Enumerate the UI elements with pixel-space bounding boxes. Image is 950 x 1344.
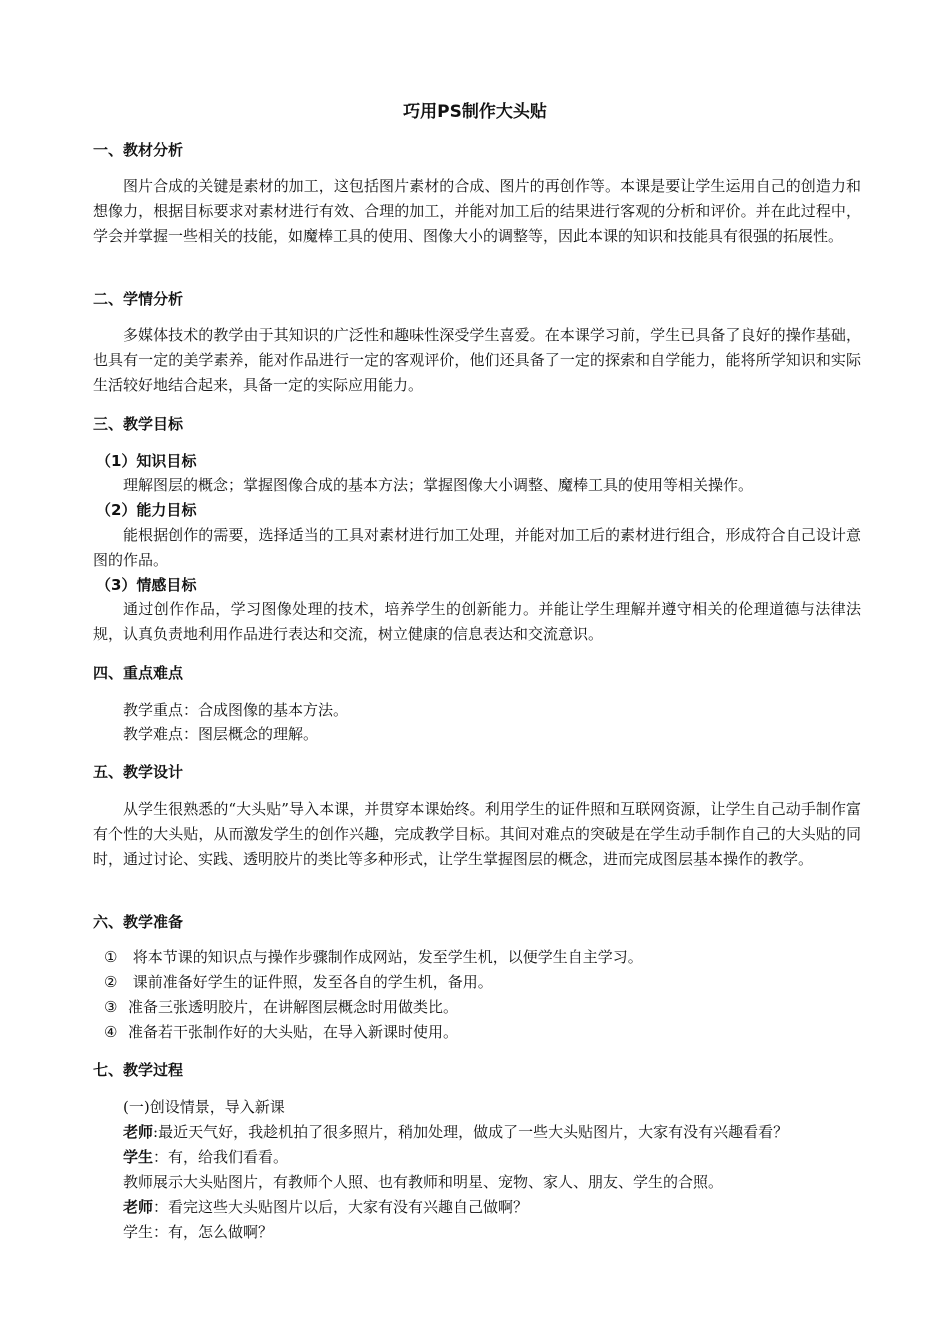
section-heading-teaching-goals: 三、教学目标 <box>93 415 184 433</box>
list-number: ① <box>104 948 118 966</box>
list-item <box>104 995 864 1020</box>
dialogue-text: ：有，给我们看看。 <box>153 1148 289 1166</box>
section-heading-textbook-analysis: 一、教材分析 <box>93 141 184 159</box>
list-number: ④ <box>104 1023 118 1041</box>
subheading-ability-goal: （2）能力目标 <box>96 501 197 519</box>
difficult-point-line: 教学难点：图层概念的理解。 <box>123 725 319 743</box>
section-heading-teaching-design: 五、教学设计 <box>93 763 184 781</box>
dialogue-text: ：看完这些大头贴图片以后，大家有没有兴趣自己做啊？ <box>153 1198 529 1216</box>
speaker-label: 老师 <box>123 1198 154 1216</box>
list-item-text: 课前准备好学生的证件照，发至各自的学生机，备用。 <box>128 973 493 991</box>
subheading-emotion-goal: （3）情感目标 <box>96 576 197 594</box>
list-number: ② <box>104 973 118 991</box>
dialogue-line <box>123 1120 863 1145</box>
dialogue-text: :最近天气好，我趁机拍了很多照片，稍加处理，做成了一些大头贴图片，大家有没有兴趣看看？ <box>153 1123 789 1141</box>
section-heading-key-points: 四、重点难点 <box>93 664 184 682</box>
section-heading-teaching-preparation: 六、教学准备 <box>93 913 184 931</box>
speaker-label: 学生 <box>123 1148 154 1166</box>
dialogue-line <box>123 1195 863 1220</box>
dialogue-line <box>123 1145 863 1170</box>
list-item-text: 准备若干张制作好的大头贴，在导入新课时使用。 <box>128 1023 459 1041</box>
emotion-goal-text: 通过创作作品，学习图像处理的技术，培养学生的创新能力。并能让学生理解并遵守相关的伦理道德与法律法规，认真负责地利用作品进行表达和交流，树立健康的信息表达和交流意识。 <box>93 600 861 643</box>
ability-goal-text: 能根据创作的需要，选择适当的工具对素材进行加工处理，并能对加工后的素材进行组合，形成符合自己设计意图的作品。 <box>93 526 861 569</box>
section-heading-student-analysis: 二、学情分析 <box>93 290 184 308</box>
subheading-knowledge-goal: （1）知识目标 <box>96 452 197 470</box>
key-point-line: 教学重点：合成图像的基本方法。 <box>123 701 349 719</box>
list-item-text: 准备三张透明胶片，在讲解图层概念时用做类比。 <box>128 998 459 1016</box>
textbook-analysis-paragraph: 图片合成的关键是素材的加工，这包括图片素材的合成、图片的再创作等。本课是要让学生运用自己的创造力和想像力，根据目标要求对素材进行有效、合理的加工，并能对加工后的结果进行客观的分析和评价。并在此过程中，学会并掌握一些相关的技能，如魔棒工具的使用、图像大小的调整等，因此本课的知识和技能具有很强的拓展性。 <box>93 177 861 245</box>
list-item <box>104 1020 864 1045</box>
process-step-title: (一)创设情景，导入新课 <box>123 1098 285 1116</box>
list-item-text: 将本节课的知识点与操作步骤制作成网站，发至学生机，以便学生自主学习。 <box>128 948 643 966</box>
speaker-label: 老师 <box>123 1123 154 1141</box>
narration-line: 教师展示大头贴图片，有教师个人照、也有教师和明星、宠物、家人、朋友、学生的合照。 <box>123 1173 724 1191</box>
knowledge-goal-text: 理解图层的概念；掌握图像合成的基本方法；掌握图像大小调整、魔棒工具的使用等相关操作。 <box>123 476 754 494</box>
section-heading-teaching-process: 七、教学过程 <box>93 1061 184 1079</box>
list-item <box>104 945 864 970</box>
student-analysis-paragraph: 多媒体技术的教学由于其知识的广泛性和趣味性深受学生喜爱。在本课学习前，学生已具备了良好的操作基础，也具有一定的美学素养，能对作品进行一定的客观评价，他们还具备了一定的探索和自学能力，能将所学知识和实际生活较好地结合起来，具备一定的实际应用能力。 <box>93 326 861 394</box>
document-title: 巧用PS制作大头贴 <box>403 102 547 122</box>
teaching-design-paragraph: 从学生很熟悉的“大头贴”导入本课，并贯穿本课始终。利用学生的证件照和互联网资源，让学生自己动手制作富有个性的大头贴，从而激发学生的创作兴趣，完成教学目标。其间对难点的突破是在学生动手制作自己的大头贴的同时，通过讨论、实践、透明胶片的类比等多种形式，让学生掌握图层的概念，进而完成图层基本操作的教学。 <box>93 800 861 868</box>
dialogue-line: 学生：有，怎么做啊？ <box>123 1223 274 1241</box>
list-number: ③ <box>104 998 118 1016</box>
list-item <box>104 970 864 995</box>
